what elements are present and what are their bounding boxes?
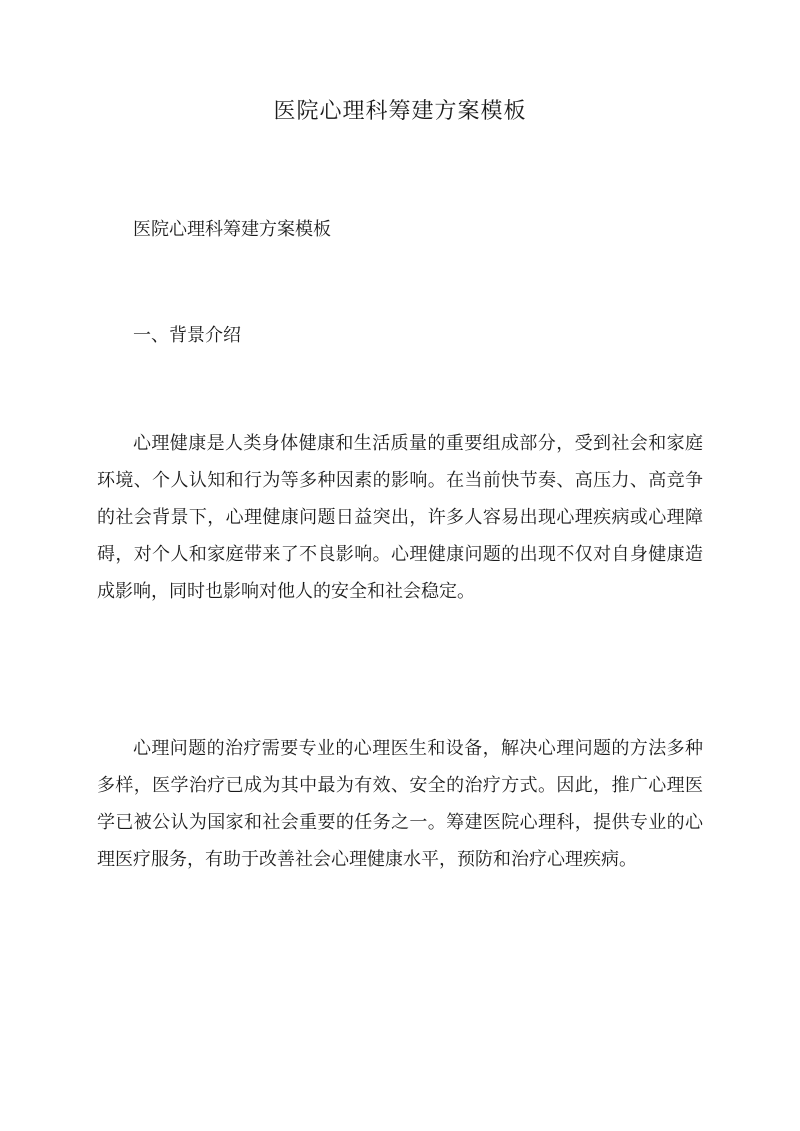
paragraph-treatment-need: 心理问题的治疗需要专业的心理医生和设备，解决心理问题的方法多种多样，医学治疗已成为其中最为有效、安全的治疗方式。因此，推广心理医学已被公认为国家和社会重要的任务之一。筹建医院心理科，提供专业的心理医疗服务，有助于改善社会心理健康水平，预防和治疗心理疾病。 — [97, 738, 703, 870]
document-title: 医院心理科筹建方案模板 — [273, 99, 527, 124]
paragraph-mental-health-importance: 心理健康是人类身体健康和生活质量的重要组成部分，受到社会和家庭环境、个人认知和行为等多种因素的影响。在当前快节奏、高压力、高竞争的社会背景下，心理健康问题日益突出，许多人容易出现心理疾病或心理障碍，对个人和家庭带来了不良影响。心理健康问题的出现不仅对自身健康造成影响，同时也影响对他人的安全和社会稳定。 — [97, 433, 703, 602]
section-heading-background: 一、背景介绍 — [133, 325, 241, 346]
document-subtitle: 医院心理科筹建方案模板 — [133, 219, 331, 240]
